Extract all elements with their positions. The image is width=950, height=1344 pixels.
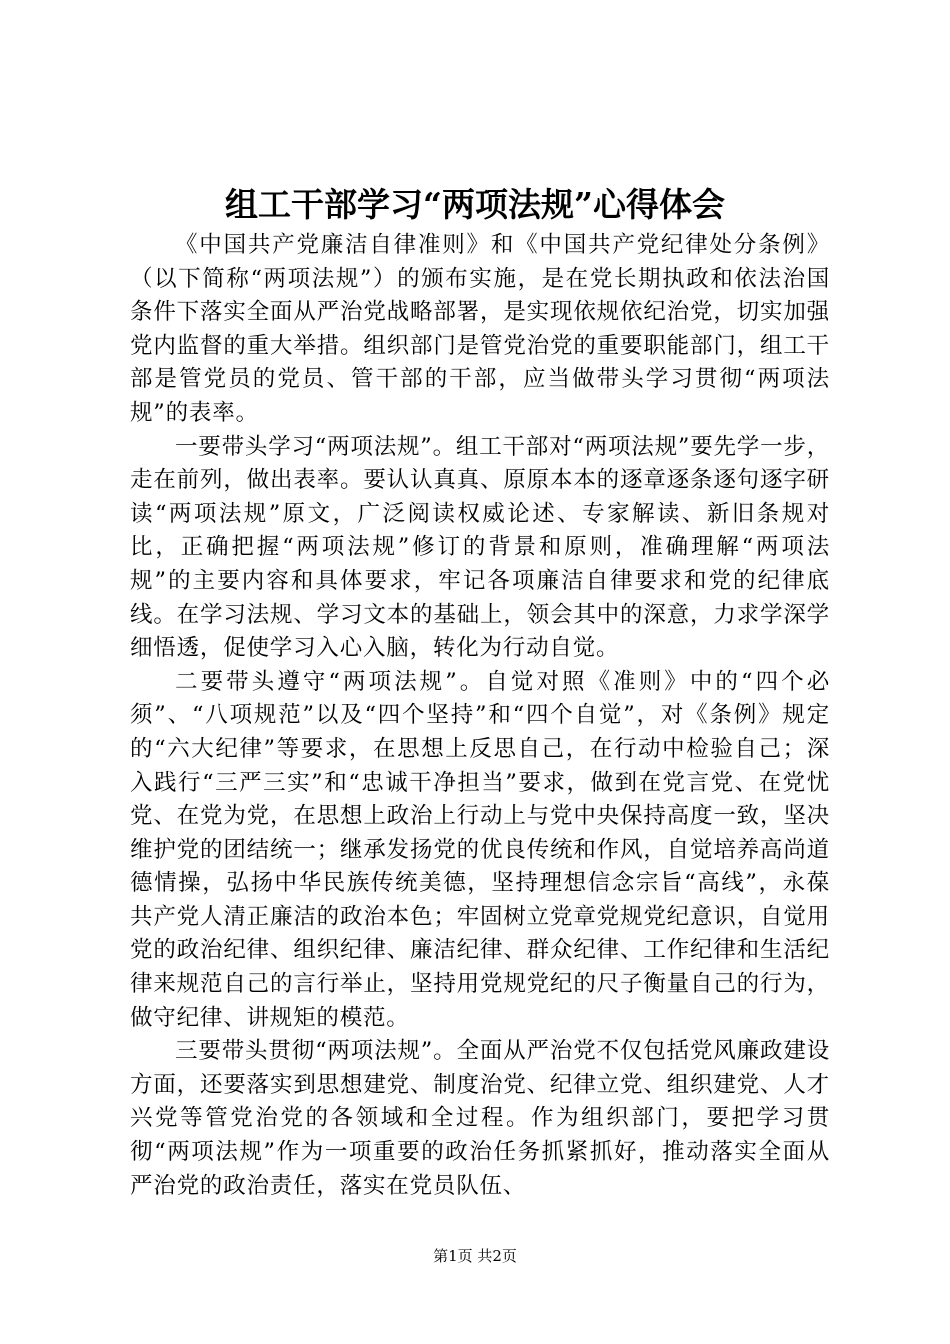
paragraph-intro: 《中国共产党廉洁自律准则》和《中国共产党纪律处分条例》（以下简称“两项法规”）的颁布实施，是在党长期执政和依法治国条件下落实全面从严治党战略部署，是实现依规依纪治党，切实加强党内监督的重大举措。组织部门是管党治党的重要职能部门，组工干部是管党员的党员、管干部的干部，应当做带头学习贯彻“两项法规”的表率。 [130, 232, 830, 426]
paragraph-study: 一要带头学习“两项法规”。组工干部对“两项法规”要先学一步，走在前列，做出表率。要认认真真、原原本本的逐章逐条逐句逐字研读“两项法规”原文，广泛阅读权威论述、专家解读、新旧条规对比，正确把握“两项法规”修订的背景和原则，准确理解“两项法规”的主要内容和具体要求，牢记各项廉洁自律要求和党的纪律底线。在学习法规、学习文本的基础上，领会其中的深意，力求学深学细悟透，促使学习入心入脑，转化为行动自觉。 [130, 433, 831, 662]
document-body [130, 229, 830, 1203]
paragraph-implement: 三要带头贯彻“两项法规”。全面从严治党不仅包括党风廉政建设方面，还要落实到思想建党、制度治党、纪律立党、组织建党、人才兴党等管党治党的各领域和全过程。作为组织部门，要把学习贯彻“两项法规”作为一项重要的政治任务抓紧抓好，推动落实全面从严治党的政治责任，落实在党员队伍、 [130, 1038, 830, 1199]
page-footer: 第1页 共2页 [433, 1247, 517, 1265]
document-title: 组工干部学习“两项法规”心得体会 [225, 185, 725, 224]
paragraph-comply: 二要带头遵守“两项法规”。自觉对照《准则》中的“四个必须”、“八项规范”以及“四个坚持”和“四个自觉”，对《条例》规定的“六大纪律”等要求，在思想上反思自己，在行动中检验自己；深入践行“三严三实”和“忠诚干净担当”要求，做到在党言党、在党忧党、在党为党，在思想上政治上行动上与党中央保持高度一致，坚决维护党的团结统一；继承发扬党的优良传统和作风，自觉培养高尚道德情操，弘扬中华民族传统美德，坚持理想信念宗旨“高线”，永葆共产党人清正廉洁的政治本色；牢固树立党章党规党纪意识，自觉用党的政治纪律、组织纪律、廉洁纪律、群众纪律、工作纪律和生活纪律来规范自己的言行举止，坚持用党规党纪的尺子衡量自己的行为，做守纪律、讲规矩的模范。 [130, 668, 830, 1031]
